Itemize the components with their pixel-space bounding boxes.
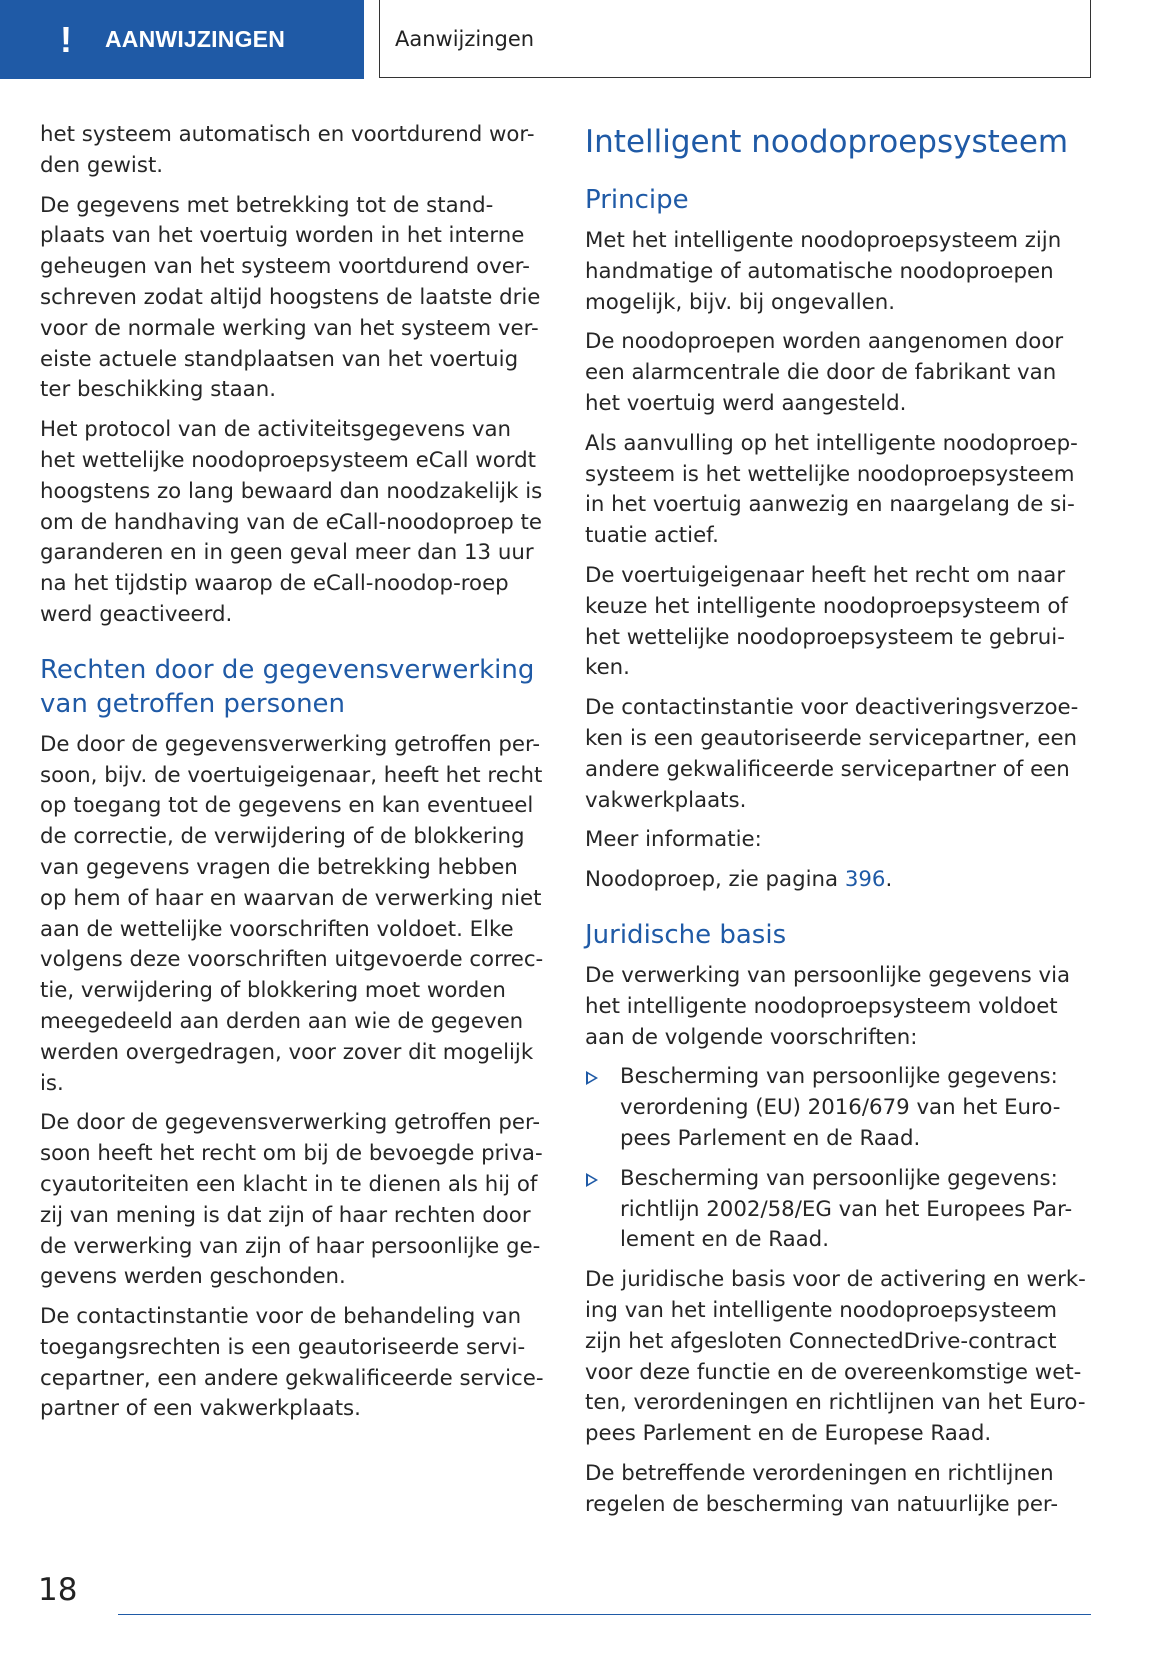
page-title: Intelligent noodoproepsysteem — [585, 124, 1069, 160]
paragraph: De door de gegevensverwerking getroffen per-soon heeft het recht om bij de bevoegde priva-cyautoriteiten een klacht in te dienen als hij of zij van mening is dat zijn of haar rechten door de verwerking van zijn of haar persoonlijke ge-gevens werden geschonden. — [40, 1110, 543, 1290]
paragraph: Als aanvulling op het intelligente noodoproep-systeem is het wettelijke noodoproepsysteem in het voertuig aanwezig en naargelang de si-tuatie actief. — [585, 430, 1078, 549]
paragraph: De betreffende verordeningen en richtlijnen regelen de bescherming van natuurlijke per- — [585, 1460, 1059, 1517]
paragraph: De gegevens met betrekking tot de stand-plaats van het voertuig worden in het interne geheugen van het systeem voortdurend over-schreven zodat altijd hoogstens de laatste drie voor de normale werking van het systeem ver-eiste actuele standplaatsen van het voertuig ter beschikking staan. — [40, 192, 541, 403]
triangle-bullet-icon — [586, 1173, 598, 1187]
list-item — [585, 1164, 1095, 1256]
paragraph: De contactinstantie voor deactiveringsverzoe-ken is een geautoriseerde servicepartner, een andere gekwalificeerde servicepartner of een vakwerkplaats. — [585, 695, 1079, 813]
page-link[interactable]: 396 — [844, 867, 886, 893]
page-number: 18 — [38, 1572, 78, 1608]
triangle-bullet-icon — [586, 1071, 598, 1085]
section-heading: Principe — [585, 185, 689, 215]
paragraph: De contactinstantie voor de behandeling van toegangsrechten is een geautoriseerde servi-cepartner, een andere gekwalificeerde service-partner of een vakwerkplaats. — [40, 1304, 544, 1422]
right-column — [585, 120, 1095, 1529]
list-item-text: Bescherming van persoonlijke gegevens: verordening (EU) 2016/679 van het Euro-pees Parlement en de Raad. — [620, 1064, 1061, 1151]
paragraph: Met het intelligente noodoproepsysteem zijn handmatige of automatische noodoproepen mogelijk, bijv. bij ongevallen. — [585, 228, 1062, 315]
reference-end: . — [885, 867, 893, 893]
list-item — [585, 1062, 1095, 1154]
paragraph: De noodoproepen worden aangenomen door een alarmcentrale die door de fabrikant van het voertuig werd aangesteld. — [585, 329, 1064, 416]
bullet-list — [585, 1062, 1095, 1256]
paragraph: De door de gegevensverwerking getroffen per-soon, bijv. de voertuigeigenaar, heeft het recht op toegang tot de gegevens en kan eventueel de correctie, de verwijdering of de blokkering van gegevens vragen die betrekking hebben op hem of haar en waarvan de verwerking niet aan de wettelijke voorschriften voldoet. Elke volgens deze voorschriften uitgevoerde correc-tie, verwijdering of blokkering moet worden meegedeeld aan derden aan wie de gegeven werden overgedragen, voor zover dit mogelijk is. — [40, 731, 544, 1096]
paragraph: Meer informatie: — [585, 827, 762, 853]
chapter-title: Aanwijzingen — [395, 26, 535, 51]
paragraph: De juridische basis voor de activering en werk-ing van het intelligente noodoproepsysteem zijn het afgesloten ConnectedDrive-contract voor deze functie en de overeenkomstige wet-ten, verordeningen en richtlijnen van het Euro-pees Parlement en de Europese Raad. — [585, 1267, 1086, 1447]
section-heading: Juridische basis — [585, 919, 787, 950]
footer-divider — [118, 1614, 1091, 1615]
chapter-tab — [379, 0, 1091, 78]
reference-text: Noodoproep, zie pagina — [585, 867, 845, 893]
cross-reference — [585, 865, 1095, 896]
paragraph: De verwerking van persoonlijke gegevens via het intelligente noodoproepsysteem voldoet aan de volgende voorschriften: — [585, 962, 1071, 1050]
section-heading: Rechten door de gegevensverwerking van getroffen personen — [40, 654, 535, 719]
section-tab — [0, 0, 364, 79]
paragraph: het systeem automatisch en voortdurend wor-den gewist. — [40, 122, 535, 178]
paragraph: Het protocol van de activiteitsgegevens van het wettelijke noodoproepsysteem eCall wordt hoogstens zo lang bewaard dan noodzakelijk is om de handhaving van de eCall-noodoproep te garanderen en in geen geval meer dan 13 uur na het tijdstip waarop de eCall-noodop-roep werd geactiveerd. — [40, 417, 543, 627]
paragraph: De voertuigeigenaar heeft het recht om naar keuze het intelligente noodoproepsysteem of het wettelijke noodoproepsysteem te gebrui-ken. — [585, 562, 1068, 681]
section-title: AANWIJZINGEN — [105, 26, 286, 52]
left-column — [40, 120, 545, 1434]
list-item-text: Bescherming van persoonlijke gegevens: richtlijn 2002/58/EG van het Europees Par-lement en de Raad. — [620, 1165, 1073, 1253]
warning-icon: ! — [60, 18, 72, 60]
